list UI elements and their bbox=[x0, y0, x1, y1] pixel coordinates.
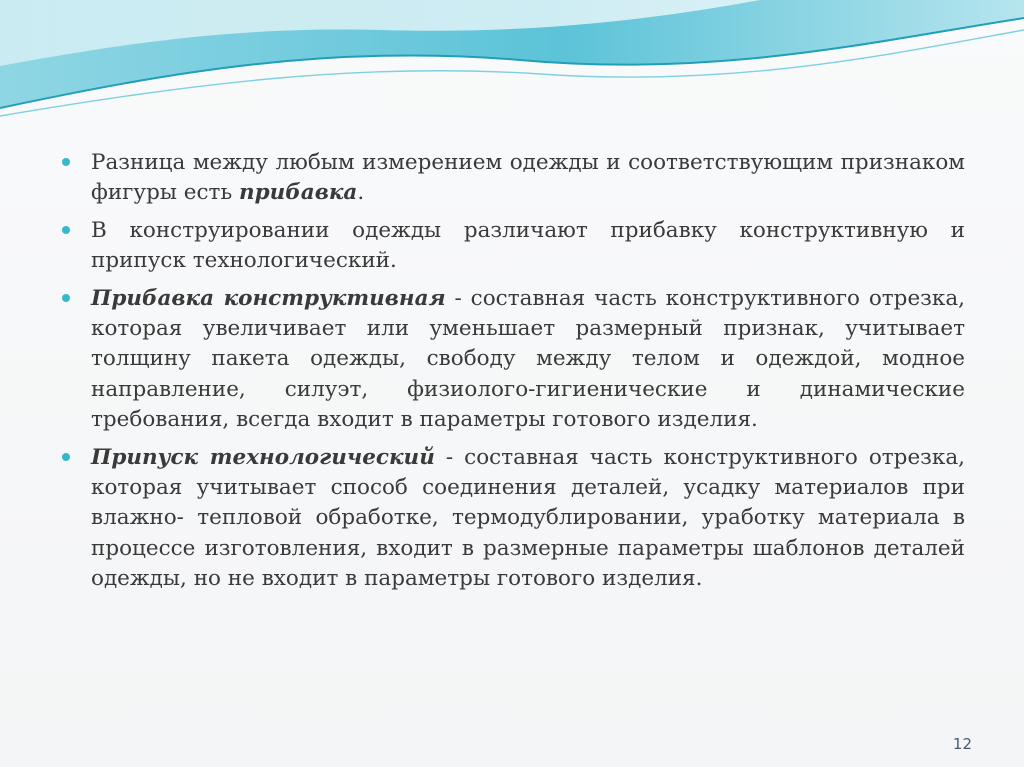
bullet-text: В конструировании одежды различают прибавку конструктивную и припуск технологический. bbox=[91, 217, 965, 274]
bullet-text: - составная часть конструктивного отрезка, которая увеличивает или уменьшает размерный признак, учитывает толщину пакета одежды, свободу между телом и одеждой, модное направление, силуэт, физиолого-гигиенические и динамические требования, всегда входит в параметры готового изделия. bbox=[91, 285, 965, 433]
bullet-item bbox=[58, 443, 965, 595]
header-wave-decoration bbox=[0, 0, 1024, 130]
bullet-item bbox=[58, 284, 965, 436]
bullet-item bbox=[58, 216, 965, 277]
bullet-item bbox=[58, 148, 965, 209]
bullet-term: Прибавка конструктивная bbox=[91, 285, 446, 311]
bullet-icon bbox=[62, 158, 70, 166]
slide-body bbox=[58, 148, 965, 602]
bullet-icon bbox=[62, 226, 70, 234]
bullet-term: прибавка bbox=[238, 180, 358, 206]
bullet-tail: . bbox=[357, 180, 365, 206]
bullet-term: Припуск технологический bbox=[91, 444, 435, 470]
bullet-text: Разница между любым измерением одежды и соответствующим признаком фигуры есть bbox=[91, 150, 965, 206]
bullet-list bbox=[58, 148, 965, 595]
bullet-icon bbox=[62, 453, 70, 461]
page-number: 12 bbox=[952, 735, 972, 753]
bullet-text: - составная часть конструктивного отрезка, которая учитывает способ соединения деталей, усадку материалов при влажно- тепловой обработке, термодублировании, уработку материала в процессе изготовления, входит в размерные параметры шаблонов деталей одежды, но не входит в параметры готового изделия. bbox=[91, 444, 965, 592]
bullet-icon bbox=[62, 294, 70, 302]
